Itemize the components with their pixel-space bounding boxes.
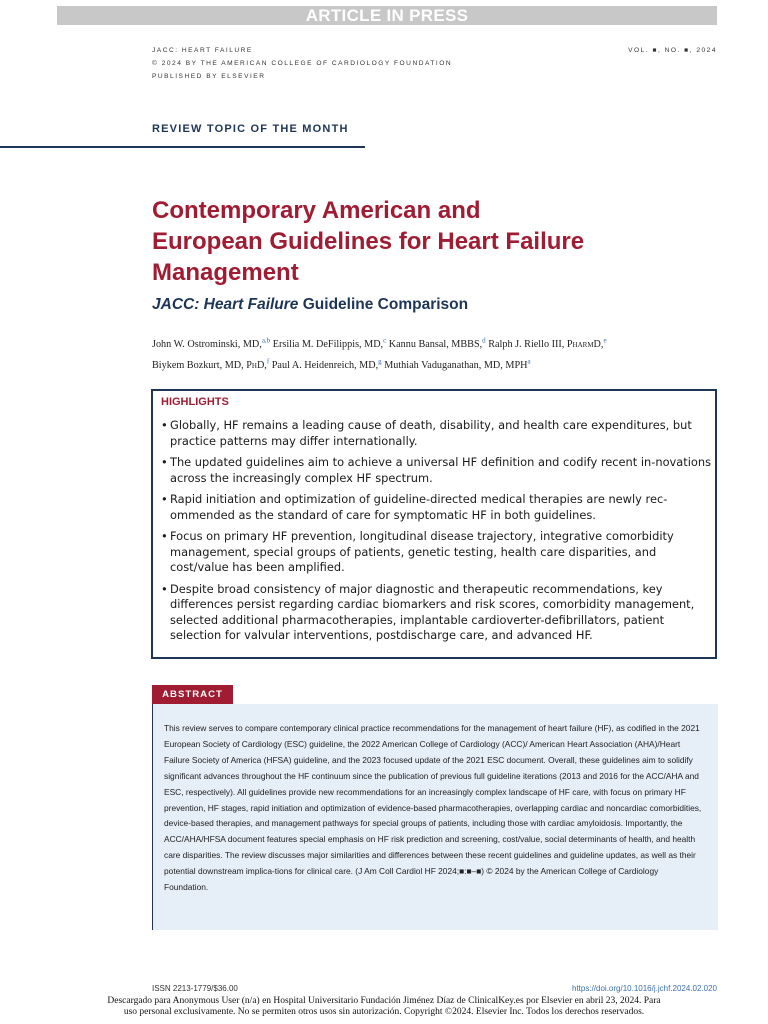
- author[interactable]: Paul A. Heidenreich, MD,$^g$: [271, 357, 382, 371]
- download-notice: [0, 996, 768, 1018]
- download-notice-line: Descargado para Anonymous User (n/a) en Hospital Universitario Fundación Jiménez Díaz de ClinicalKey.es por Elsevier en abril 23, 2024. Para: [107, 996, 661, 1006]
- author[interactable]: Kannu Bansal, MBBS,$^d$: [388, 337, 486, 351]
- author[interactable]: John W. Ostrominski, MD,$^{a,b}$: [152, 337, 271, 351]
- title-line: Management: [152, 259, 299, 286]
- abstract-box: [152, 704, 718, 930]
- journal-publisher: PUBLISHED BY ELSEVIER: [152, 73, 266, 80]
- journal-meta: [152, 44, 452, 83]
- article-subtitle: [152, 296, 468, 314]
- highlights-list: [161, 418, 711, 650]
- title-line: Contemporary American and: [152, 197, 481, 224]
- abstract-text: This review serves to compare contemporary clinical practice recommendations for the management of heart failure (HF), as codified in the 2021 European Society of Cardiology (ESC) guideline, the 2022 American College of Cardiology (ACC)/ American Heart Association (AHA)/Heart Failure Society of America (HFSA) guideline, and the 2023 focused update of the 2021 ESC document. Overall, these guidelines aim to solidify significant advances throughout the HF continuum since the publication of previous full guideline iterations (2013 and 2016 for the ACC/AHA and ESC, respectively). All guidelines provide new recommendations for an increasingly complex landscape of HF care, with focus on primary HF prevention, HF stages, rapid initiation and optimization of evidence-based pharmacotherapies, overlapping cardiac and noncardiac comorbidities, device-based therapies, and management pathways for special groups of patients, including those with cardiac amyloidosis. Importantly, the ACC/AHA/HFSA document features special emphasis on HF risk prediction and screening, cost/value, social determinants of health, and health care disparities. The review discusses major similarities and differences between these recent guidelines and guideline updates, as well as their potential downstream implica-tions for clinical care. (J Am Coll Cardiol HF 2024;■:■–■) © 2024 by the American College of Cardiology Foundation.: [164, 723, 702, 893]
- subtitle-text: Guideline Comparison: [298, 296, 469, 313]
- doi-link[interactable]: https://doi.org/10.1016/j.jchf.2024.02.020: [572, 984, 717, 993]
- journal-copyright: © 2024 BY THE AMERICAN COLLEGE OF CARDIOLOGY FOUNDATION: [152, 60, 453, 67]
- author[interactable]: Ersilia M. DeFilippis, MD,$^c$: [272, 337, 387, 351]
- highlights-box: [151, 389, 717, 659]
- author[interactable]: Muthiah Vaduganathan, MD, MPH$^a$: [384, 357, 531, 371]
- highlights-heading: HIGHLIGHTS: [161, 396, 229, 408]
- author-list: [152, 333, 712, 374]
- journal-volume: VOL. ■, NO. ■, 2024: [628, 47, 717, 54]
- download-notice-line: uso personal exclusivamente. No se permiten otros usos sin autorización. Copyright ©2024. Elsevier Inc. Todos los derechos reservados.: [123, 1007, 645, 1017]
- highlight-item: • Rapid initiation and optimization of guideline-directed medical therapies are newly rec-ommended as the standard of care for symptomatic HF in both guidelines.: [161, 492, 711, 523]
- author[interactable]: Ralph J. Riello III, PharmD,$^e$: [488, 337, 607, 351]
- abstract-label: ABSTRACT: [152, 685, 233, 704]
- author[interactable]: Biykem Bozkurt, MD, PhD,$^f$: [152, 357, 270, 371]
- subtitle-journal: JACC: Heart Failure: [152, 296, 299, 313]
- article-in-press-banner: ARTICLE IN PRESS: [57, 6, 717, 25]
- highlight-item: • Focus on primary HF prevention, longitudinal disease trajectory, integrative comorbidity management, special groups of patients, genetic testing, health care disparities, and cost/value has been amplified.: [161, 529, 711, 576]
- highlight-item: • The updated guidelines aim to achieve a universal HF definition and codify recent in-novations across the increasingly complex HF spectrum.: [161, 455, 711, 486]
- issn: ISSN 2213-1779/$36.00: [152, 984, 238, 993]
- title-line: European Guidelines for Heart Failure: [152, 228, 585, 255]
- section-label: REVIEW TOPIC OF THE MONTH: [152, 123, 349, 135]
- highlight-item: • Despite broad consistency of major diagnostic and therapeutic recommendations, key differences persist regarding cardiac biomarkers and risk scores, comorbidity management, selected additional pharmacotherapies, implantable cardioverter-defibrillators, patient selection for valvular interventions, postdischarge care, and advanced HF.: [161, 582, 711, 644]
- journal-name: JACC: HEART FAILURE: [152, 47, 253, 54]
- highlight-item: • Globally, HF remains a leading cause of death, disability, and health care expenditures, but practice patterns may differ internationally.: [161, 418, 711, 449]
- article-title: [152, 195, 672, 288]
- section-divider: [0, 146, 365, 148]
